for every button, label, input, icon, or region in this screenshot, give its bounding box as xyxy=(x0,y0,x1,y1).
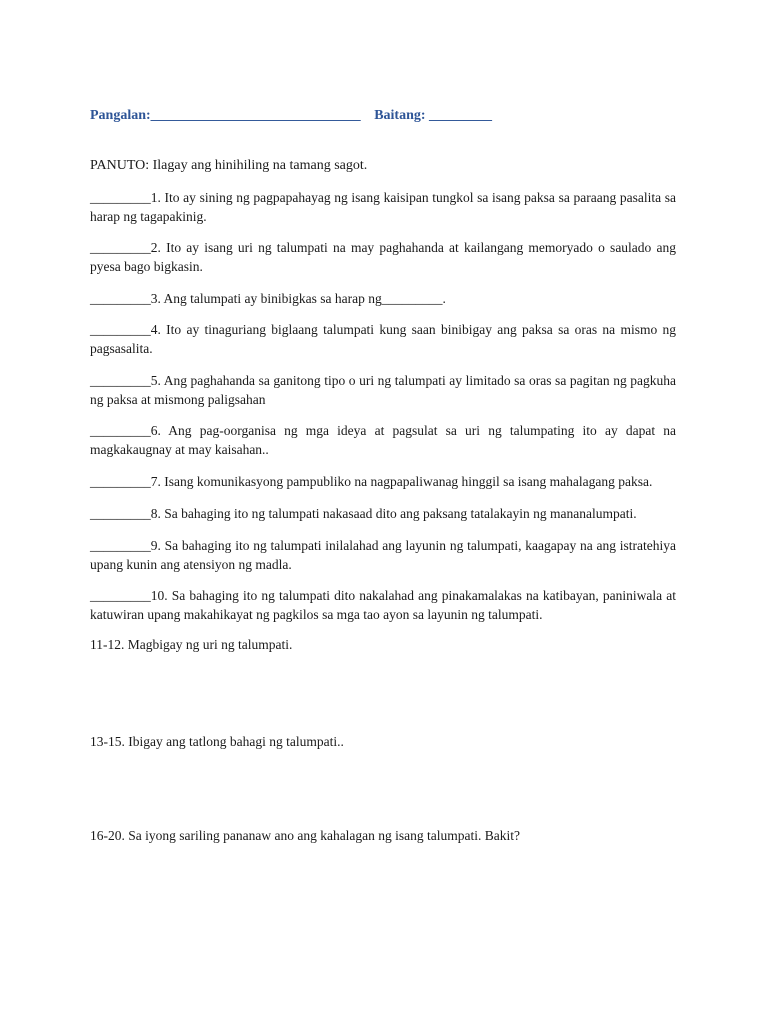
item-1: _________1. Ito ay sining ng pagpapahayag ng isang kaisipan tungkol sa isang paksa sa paraang pasalita sa harap ng tagapakinig. xyxy=(90,190,676,224)
question-16-20: 16-20. Sa iyong sariling pananaw ano ang kahalagan ng isang talumpati. Bakit? xyxy=(90,828,521,843)
item-6: _________6. Ang pag-oorganisa ng mga ideya at pagsulat sa uri ng talumpating ito ay dapat na magkakaugnay at may kaisahan.. xyxy=(90,423,676,457)
grade-field-label: Baitang: _________ xyxy=(374,108,493,123)
item-2: _________2. Ito ay isang uri ng talumpati na may paghahanda at kailangang memoryado o saulado ang pyesa bago bigkasin. xyxy=(90,240,676,274)
item-7: _________7. Isang komunikasyong pampubliko na nagpapaliwanag hinggil sa isang mahalagang paksa. xyxy=(90,474,653,489)
item-10: _________10. Sa bahaging ito ng talumpati dito nakalahad ang pinakamalakas na katibayan, paniniwala at katuwiran upang makahikayat ng pagkilos sa mga tao ayon sa layunin ng talumpati. xyxy=(90,588,676,622)
question-11-12: 11-12. Magbigay ng uri ng talumpati. xyxy=(90,637,293,652)
item-5: _________5. Ang paghahanda sa ganitong tipo o uri ng talumpati ay limitado sa oras sa pagitan ng pagkuha ng paksa at mismong paligsahan xyxy=(90,373,676,407)
question-13-15: 13-15. Ibigay ang tatlong bahagi ng talumpati.. xyxy=(90,734,344,749)
worksheet-header xyxy=(90,108,492,124)
instructions: PANUTO: Ilagay ang hinihiling na tamang sagot. xyxy=(90,158,368,173)
item-9: _________9. Sa bahaging ito ng talumpati inilalahad ang layunin ng talumpati, kaagapay na ang istratehiya upang kunin ang atensiyon ng madla. xyxy=(90,538,676,572)
item-4: _________4. Ito ay tinaguriang biglaang talumpati kung saan binibigay ang paksa sa oras na mismo ng pagsasalita. xyxy=(90,322,676,356)
item-3: _________3. Ang talumpati ay binibigkas sa harap ng_________. xyxy=(90,291,446,306)
name-field-label: Pangalan:______________________________ xyxy=(90,108,361,123)
item-8: _________8. Sa bahaging ito ng talumpati nakasaad dito ang paksang tatalakayin ng mananalumpati. xyxy=(90,506,637,521)
